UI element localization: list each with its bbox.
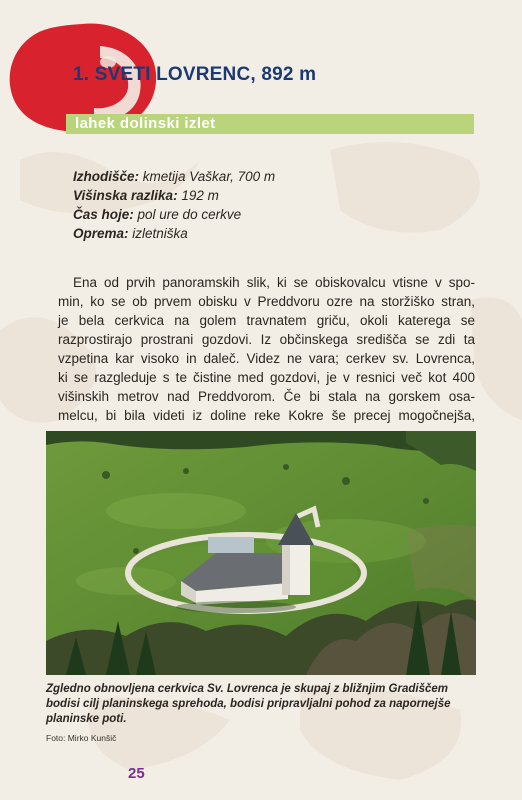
- body-line: Ena od prvih panoramskih slik, ki se obiskovalcu vtisne v spo-: [73, 275, 475, 290]
- info-row-start: [73, 167, 275, 186]
- body-paragraph: [58, 273, 475, 425]
- info-label: Izhodišče:: [73, 169, 140, 184]
- body-line: je bela cerkvica na golem travnatem griču, okoli katerega se: [58, 313, 475, 328]
- info-value: 192 m: [181, 188, 219, 203]
- info-row-equipment: [73, 224, 275, 243]
- page-title: 1. SVETI LOVRENC, 892 m: [73, 64, 317, 85]
- body-line: razprostirajo prostrani gozdovi. Iz občinskega središča se zdi ta: [58, 332, 475, 347]
- body-line: vzpetina kar visoko in daleč. Videz ne vara; cerkev sv. Lovrenca,: [58, 351, 475, 366]
- body-line: višinskih metrov nad Preddvorom. Če bi stala na gorskem osa-: [58, 389, 475, 404]
- church-photo: [46, 431, 476, 675]
- info-row-time: [73, 205, 275, 224]
- route-info: [73, 167, 275, 243]
- caption-line: Zgledno obnovljena cerkvica Sv. Lovrenca je skupaj z bližnjim Gradiščem: [46, 683, 449, 695]
- page-number: 25: [128, 765, 145, 782]
- info-label: Čas hoje:: [73, 207, 134, 222]
- route-difficulty: lahek dolinski izlet: [75, 115, 216, 132]
- info-value: kmetija Vaškar, 700 m: [142, 169, 276, 184]
- info-value: izletniška: [132, 226, 188, 241]
- body-line: ki se razgleduje s te čistine med gozdovi, je v resnici več kot 400: [58, 370, 475, 385]
- info-label: Višinska razlika:: [73, 188, 178, 203]
- body-line: melcu, bi bila videti iz doline reke Kokre še precej mogočnejša,: [58, 408, 475, 423]
- body-line: min, ko se ob prvem obisku v Preddvoru ozre na storžiško stran,: [58, 294, 475, 309]
- photo-credit: Foto: Mirko Kunšič: [46, 733, 117, 743]
- photo-caption: [46, 682, 478, 727]
- caption-line: bodisi cilj planinskega sprehoda, bodisi pripravljalni pohod za napornejše: [46, 698, 451, 710]
- caption-line: planinske poti.: [46, 713, 127, 725]
- info-label: Oprema:: [73, 226, 129, 241]
- info-value: pol ure do cerkve: [137, 207, 242, 222]
- info-row-elevation: [73, 186, 275, 205]
- church-on-hill-photo-icon: [46, 431, 476, 675]
